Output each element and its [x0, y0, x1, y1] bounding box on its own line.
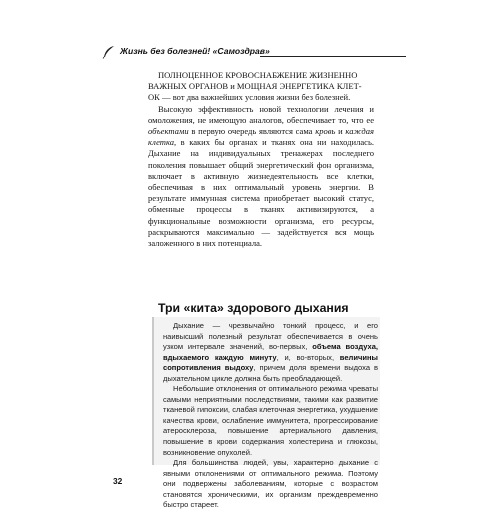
- body-paragraph: Высокую эффективность новой технологии лечения и омоложения, не имеющую аналогов, обеспечивает то, что ее объектами в первую очередь являются сама кровь и каждая клетка, в каких бы органах и тканях она ни находилась. Дыхание на индивидуальных тренажерах последнего поколения повышает общий энергетический фон организма, включает в активную жизнедеятельность все клетки, обеспечивая в них оптимальный уровень энергии. В результате иммунная система приобретает высокий статус, обменные процессы в тканях активизируются, а функциональные возможности организма, его ресурсы, раскрываются максимально — задействуется вся мощь заложенного в них потенциала.: [148, 103, 374, 249]
- bold-air-volume: объема воздуха, вдыхаемого каждую минуту: [163, 342, 379, 362]
- sidebar-text: [163, 321, 378, 511]
- section-heading: Три «кита» здорового дыхания: [158, 301, 349, 315]
- emphasis-objects: объектами: [148, 126, 189, 137]
- bold-exhale-resistance: величины сопротивления выдоху: [163, 352, 378, 373]
- lead-line-3: ОК — вот два важнейших условия жизни без болезней.: [148, 92, 351, 103]
- lead-line-1: ПОЛНОЦЕННОЕ КРОВОСНАБЖЕНИЕ ЖИЗНЕННО: [158, 70, 358, 80]
- sidebar-paragraph-1: Дыхание — чрезвычайно тонкий процесс, и его наивысший полезный результат обеспечивается в очень узком интервале значений, во-первых, объема воздуха, вдыхаемого каждую минуту, и, во-вторых, величины сопротивления выдоху, причем доля времени выдоха в дыхательном цикле должна быть преобладающей.: [163, 321, 379, 383]
- sidebar-paragraph-3: Для большинства людей, увы, характерно дыхание с явными отклонениями от оптимального режима. Поэтому они подвержены заболеваниям, которые с возрастом становятся хроническими, их организм преждевременно быстро стареет.: [163, 458, 378, 510]
- lead-paragraph: [148, 70, 374, 104]
- lead-line-2: ВАЖНЫХ ОРГАНОВ и МОЩНАЯ ЭНЕРГЕТИКА КЛЕТ-: [148, 81, 362, 92]
- running-title: Жизнь без болезней! «Самоздрав»: [120, 46, 270, 56]
- main-text: [148, 70, 374, 249]
- feather-quill-icon: [102, 45, 116, 59]
- sidebar-paragraph-2: Небольшие отклонения от оптимального режима чреваты самыми неприятными последствиями, такими как развитие тканевой гипоксии, слабая клеточная энергетика, ухудшение качества крови, ослабление иммунитета, прогрессирование атеросклероза, повышение артериального давления, повышение в крови содержания холестерина и глюкозы, возникновение опухолей.: [163, 384, 378, 457]
- running-header: [110, 46, 400, 62]
- emphasis-cell: каждая клетка: [148, 126, 374, 148]
- page-number: 32: [113, 476, 123, 486]
- header-rule: [260, 56, 406, 57]
- emphasis-blood: кровь: [315, 126, 336, 137]
